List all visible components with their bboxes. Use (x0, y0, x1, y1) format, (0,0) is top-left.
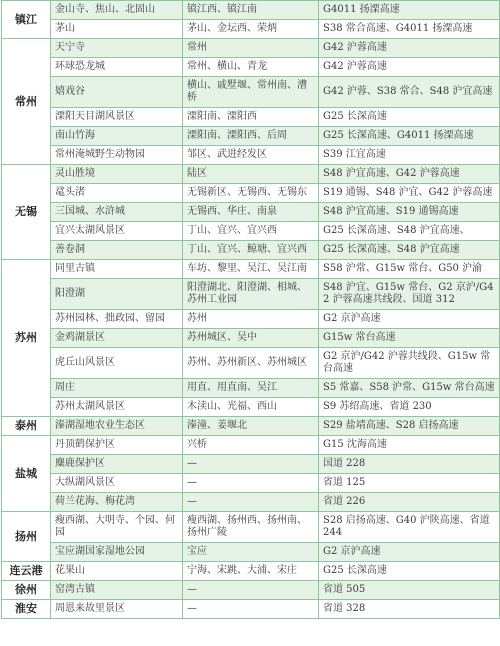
table-row (2, 1, 500, 20)
city-cell: 苏州 (2, 260, 51, 417)
scenic-spot-cell: 窑湾古镇 (51, 581, 183, 600)
road-cell: S5 常嘉、S58 沪常、G15w 常台高速 (319, 379, 500, 398)
road-cell: S38 常合高速、G4011 扬溧高速 (319, 20, 500, 39)
table-row (2, 127, 500, 146)
table-row (2, 108, 500, 127)
scenic-spot-cell: 溱湖湿地农业生态区 (51, 417, 183, 436)
road-cell: 省道 328 (319, 600, 500, 619)
table-row (2, 146, 500, 165)
scenic-spot-cell: 同里古镇 (51, 260, 183, 279)
city-cell: 盐城 (2, 436, 51, 512)
exit-cell: 无锡新区、无锡西、无锡东 (183, 184, 319, 203)
table-row (2, 39, 500, 58)
exit-cell: 无锡西、华庄、南泉 (183, 203, 319, 222)
road-cell: G25 长深高速、S48 沪宜高速、 (319, 222, 500, 241)
scenic-spot-cell: 天宁寺 (51, 39, 183, 58)
road-cell: 省道 226 (319, 493, 500, 512)
exit-cell: 用直、用直南、吴江 (183, 379, 319, 398)
road-cell: S19 通锡、S48 沪宜、G42 沪蓉高速 (319, 184, 500, 203)
table-row (2, 165, 500, 184)
scenic-spot-cell: 南山竹海 (51, 127, 183, 146)
road-cell: G2 京沪高速 (319, 310, 500, 329)
city-cell: 镇江 (2, 1, 51, 39)
city-cell: 无锡 (2, 165, 51, 260)
exit-cell: 苏州、苏州新区、苏州城区 (183, 348, 319, 379)
exit-cell: — (183, 600, 319, 619)
table-row (2, 436, 500, 455)
scenic-spot-cell: 溧阳天目湖风景区 (51, 108, 183, 127)
scenic-spot-cell: 鼋头渚 (51, 184, 183, 203)
city-cell: 连云港 (2, 562, 51, 581)
road-cell: G42 沪蓉高速 (319, 39, 500, 58)
exit-cell: 溧阳南、溧阳西、后周 (183, 127, 319, 146)
road-cell: S48 沪宜高速、S19 通锡高速 (319, 203, 500, 222)
table-row (2, 455, 500, 474)
scenic-spot-cell: 花果山 (51, 562, 183, 581)
table-row (2, 241, 500, 260)
road-cell: S28 启扬高速、G40 沪陕高速、省道 244 (319, 512, 500, 543)
scenic-spot-cell: 瘦西湖、大明寺、个园、何园 (51, 512, 183, 543)
table-row (2, 310, 500, 329)
road-cell: G2 京沪/G42 沪蓉共线段、G15w 常台高速 (319, 348, 500, 379)
exit-cell: 溧阳南、溧阳西 (183, 108, 319, 127)
scenic-spot-cell: 阳澄湖 (51, 279, 183, 310)
road-cell: S29 盐靖高速、S28 启扬高速 (319, 417, 500, 436)
exit-cell: — (183, 581, 319, 600)
road-cell: G25 长深高速、S48 沪宜高速 (319, 241, 500, 260)
table-row (2, 398, 500, 417)
road-cell: G4011 扬溧高速 (319, 1, 500, 20)
table-row (2, 260, 500, 279)
exit-cell: — (183, 493, 319, 512)
exit-cell: 横山、戚墅堰、常州南、漕桥 (183, 77, 319, 108)
exit-cell: 苏州城区、吴中 (183, 329, 319, 348)
table-row (2, 562, 500, 581)
scenic-spot-cell: 周恩来故里景区 (51, 600, 183, 619)
scenic-route-table (1, 0, 500, 619)
exit-cell: 常州 (183, 39, 319, 58)
road-cell: G42 沪蓉高速 (319, 58, 500, 77)
scenic-spot-cell: 环球恐龙城 (51, 58, 183, 77)
road-cell: 省道 125 (319, 474, 500, 493)
scenic-spot-cell: 荷兰花海、梅花湾 (51, 493, 183, 512)
exit-cell: 木渎山、光福、西山 (183, 398, 319, 417)
scenic-spot-cell: 金鸡湖景区 (51, 329, 183, 348)
table-row (2, 493, 500, 512)
road-cell: G2 京沪高速 (319, 543, 500, 562)
scenic-spot-cell: 虎丘山风景区 (51, 348, 183, 379)
city-cell: 常州 (2, 39, 51, 165)
exit-cell: 瘦西湖、扬州西、扬州南、扬州广陵 (183, 512, 319, 543)
exit-cell: 丁山、宜兴、宜兴西 (183, 222, 319, 241)
exit-cell: 茅山、金坛西、荣炳 (183, 20, 319, 39)
city-cell: 淮安 (2, 600, 51, 619)
scenic-spot-cell: 宜兴太湖风景区 (51, 222, 183, 241)
table-row (2, 512, 500, 543)
scenic-spot-cell: 丹顶鹤保护区 (51, 436, 183, 455)
exit-cell: 兴桥 (183, 436, 319, 455)
road-cell: S48 沪宜、G15w 常台、G2 京沪/G42 沪蓉高速共线段、国道 312 (319, 279, 500, 310)
exit-cell: — (183, 474, 319, 493)
exit-cell: 宝应 (183, 543, 319, 562)
scenic-spot-cell: 周庄 (51, 379, 183, 398)
table-row (2, 348, 500, 379)
table-row (2, 581, 500, 600)
road-cell: S39 江宜高速 (319, 146, 500, 165)
city-cell: 扬州 (2, 512, 51, 562)
scenic-spot-cell: 嬉戏谷 (51, 77, 183, 108)
table-row (2, 543, 500, 562)
table-row (2, 329, 500, 348)
road-cell: S9 苏绍高速、省道 230 (319, 398, 500, 417)
exit-cell: 车坊、黎里、吴江、吴江南 (183, 260, 319, 279)
road-cell: G25 长深高速、G4011 扬溧高速 (319, 127, 500, 146)
road-cell: G42 沪蓉、S38 常合、S48 沪宜高速 (319, 77, 500, 108)
scenic-spot-cell: 常州淹城野生动物园 (51, 146, 183, 165)
exit-cell: 丁山、宜兴、鲸塘、宜兴西 (183, 241, 319, 260)
table-row (2, 417, 500, 436)
road-cell: G25 长深高速 (319, 108, 500, 127)
scenic-spot-cell: 大纵湖风景区 (51, 474, 183, 493)
scenic-spot-cell: 三国城、水浒城 (51, 203, 183, 222)
road-cell: 省道 505 (319, 581, 500, 600)
road-cell: S48 沪宜高速、G42 沪蓉高速 (319, 165, 500, 184)
table-row (2, 600, 500, 619)
table-row (2, 77, 500, 108)
table-row (2, 279, 500, 310)
table-row (2, 222, 500, 241)
table-row (2, 20, 500, 39)
city-cell: 泰州 (2, 417, 51, 436)
scenic-spot-cell: 灵山胜境 (51, 165, 183, 184)
exit-cell: 邹区、武进经发区 (183, 146, 319, 165)
scenic-spot-cell: 金山寺、焦山、北固山 (51, 1, 183, 20)
road-cell: G25 长深高速 (319, 562, 500, 581)
road-cell: G15w 常台高速 (319, 329, 500, 348)
exit-cell: 镇江西、镇江南 (183, 1, 319, 20)
table-row (2, 58, 500, 77)
table-row (2, 379, 500, 398)
scenic-spot-cell: 宝应湖国家湿地公园 (51, 543, 183, 562)
exit-cell: 陆区 (183, 165, 319, 184)
exit-cell: 溱潼、姜堰北 (183, 417, 319, 436)
road-cell: G15 沈海高速 (319, 436, 500, 455)
table-row (2, 184, 500, 203)
table-body (2, 1, 500, 619)
city-cell: 徐州 (2, 581, 51, 600)
exit-cell: 宁海、宋跳、大浦、宋庄 (183, 562, 319, 581)
scenic-spot-cell: 茅山 (51, 20, 183, 39)
scenic-spot-cell: 苏州园林、拙政园、留园 (51, 310, 183, 329)
exit-cell: 苏州 (183, 310, 319, 329)
exit-cell: 阳澄湖北、阳澄湖、相城、苏州工业园 (183, 279, 319, 310)
exit-cell: — (183, 455, 319, 474)
road-cell: 国道 228 (319, 455, 500, 474)
scenic-spot-cell: 苏州太湖风景区 (51, 398, 183, 417)
table-row (2, 474, 500, 493)
road-cell: S58 沪常、G15w 常台、G50 沪渝 (319, 260, 500, 279)
exit-cell: 常州、横山、青龙 (183, 58, 319, 77)
table-row (2, 203, 500, 222)
scenic-spot-cell: 善卷洞 (51, 241, 183, 260)
scenic-spot-cell: 麋鹿保护区 (51, 455, 183, 474)
